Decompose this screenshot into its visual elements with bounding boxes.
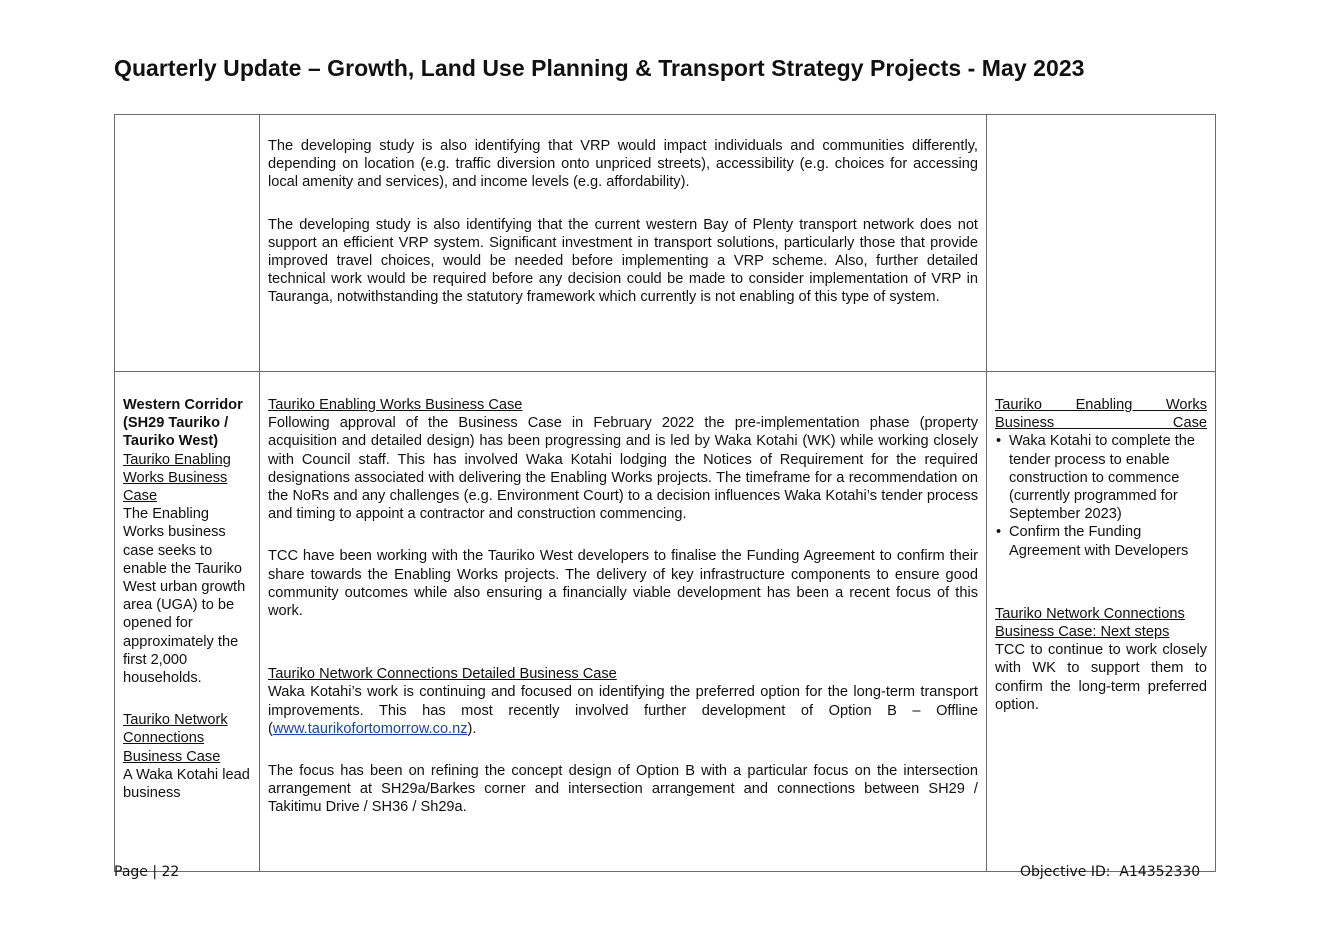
table-row: [115, 372, 1216, 872]
update-text: Waka Kotahi’s work is continuing and focused on identifying the preferred option for the long-term transport improvements. This has most recently involved further development of Option B – Offline (: [268, 684, 978, 737]
page-number: Page | 22: [114, 864, 180, 880]
update-paragraph: Following approval of the Business Case in February 2022 the pre-implementation phase (property acquisition and detailed design) has been progressing and is led by Waka Kotahi (WK) while working closely with Council staff. This has involved Waka Kotahi lodging the Notices of Requirement for the required designations associated with delivering the Enabling Works projects. The timeframe for a recommendation on the NoRs and any challenges (e.g. Environment Court) to a decision influences Waka Kotahi’s tender process and timing to appoint a contractor and construction commencing.: [268, 415, 978, 523]
project-cell-empty: [115, 115, 260, 372]
page-title: Quarterly Update – Growth, Land Use Planning & Transport Strategy Projects - May 2023: [114, 55, 1085, 81]
update-paragraph: The developing study is also identifying that the current western Bay of Plenty transport network does not support an efficient VRP system. Significant investment in transport solutions, particularly those that provide improved travel choices, would be needed before implementing a VRP scheme. Also, further detailed technical work would be required before any decision could be made to consider implementation of VRP in Tauranga, notwithstanding the statutory framework which currently is not enabling of this type of system.: [268, 216, 978, 306]
update-paragraph: The developing study is also identifying that VRP would impact individuals and communities differently, depending on location (e.g. traffic diversion onto unpriced streets), accessibility (e.g. choices for accessing local amenity and services), and income levels (e.g. affordability).: [268, 138, 978, 191]
list-item: • Confirm the Funding Agreement with Developers: [1009, 523, 1207, 559]
section-heading: Tauriko Network Connections Business Case: Next steps: [995, 605, 1185, 641]
update-cell: [260, 115, 987, 372]
section-heading: Tauriko Enabling Works Business Case: [268, 397, 523, 413]
next-steps-list: [995, 432, 1207, 559]
update-paragraph: [268, 683, 978, 738]
update-paragraph: TCC have been working with the Tauriko West developers to finalise the Funding Agreement to confirm their share towards the Enabling Works projects. The delivery of key infrastructure components to ensure good community outcomes while also ensuring a financially viable development has been a recent focus of this work.: [268, 548, 978, 620]
tauriko-website-link[interactable]: www.taurikofortomorrow.co.nz: [272, 720, 468, 737]
project-subheading: Tauriko Network Connections Business Case: [123, 712, 228, 765]
next-steps-text: TCC to continue to work closely with WK to support them to confirm the long-term preferred option.: [995, 642, 1207, 713]
next-steps-cell-empty: [987, 115, 1216, 372]
project-cell: [115, 372, 260, 872]
section-heading: Tauriko Enabling Works Business Case: [995, 397, 1207, 432]
next-steps-cell: [987, 372, 1216, 872]
project-title: Western Corridor (SH29 Tauriko / Tauriko West): [123, 397, 243, 450]
update-cell: [260, 372, 987, 872]
update-text: ).: [467, 720, 477, 737]
table-row: [115, 115, 1216, 372]
list-item: • Waka Kotahi to complete the tender process to enable construction to commence (currently programmed for September 2023): [1009, 432, 1207, 523]
objective-id: Objective ID: A14352330: [1020, 864, 1201, 880]
project-description: A Waka Kotahi lead business: [123, 766, 250, 802]
project-subheading: Tauriko Enabling Works Business Case: [123, 451, 231, 505]
project-description: The Enabling Works business case seeks to enable the Tauriko West urban growth area (UGA) to be opened for approximately the first 2,000 households.: [123, 506, 246, 687]
project-update-table: [114, 114, 1216, 872]
section-heading: Tauriko Network Connections Detailed Business Case: [268, 666, 617, 683]
update-paragraph: The focus has been on refining the concept design of Option B with a particular focus on the intersection arrangement at SH29a/Barkes corner and intersection arrangement and connections between SH29 / Takitimu Drive / SH36 / Sh29a.: [268, 763, 978, 816]
